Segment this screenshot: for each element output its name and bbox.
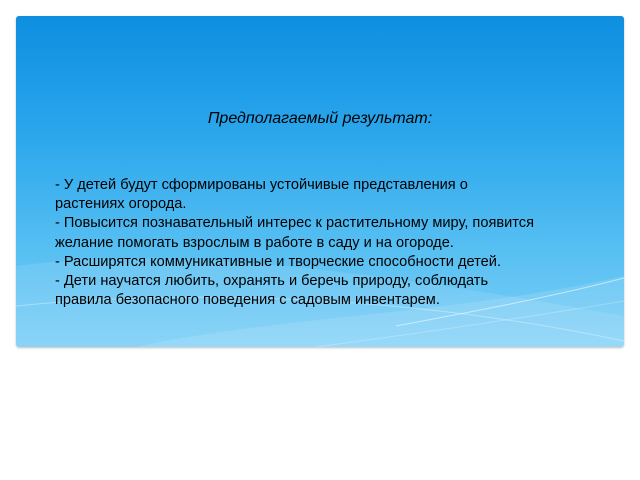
slide-body: [55, 176, 595, 310]
body-line: правила безопасного поведения с садовым инвентарем.: [55, 292, 440, 309]
body-line: желание помогать взрослым в работе в саду и на огороде.: [55, 234, 454, 251]
body-line: растениях огорода.: [55, 196, 187, 213]
body-line: - У детей будут сформированы устойчивые представления о: [55, 177, 468, 193]
slide: [16, 16, 624, 347]
body-line: - Дети научатся любить, охранять и беречь природу, соблюдать: [55, 273, 489, 290]
body-line: - Расширятся коммуникативные и творческие способности детей.: [55, 253, 501, 270]
body-line: - Повысится познавательный интерес к растительному миру, появится: [55, 215, 534, 232]
slide-title: Предполагаемый результат:: [207, 110, 433, 127]
